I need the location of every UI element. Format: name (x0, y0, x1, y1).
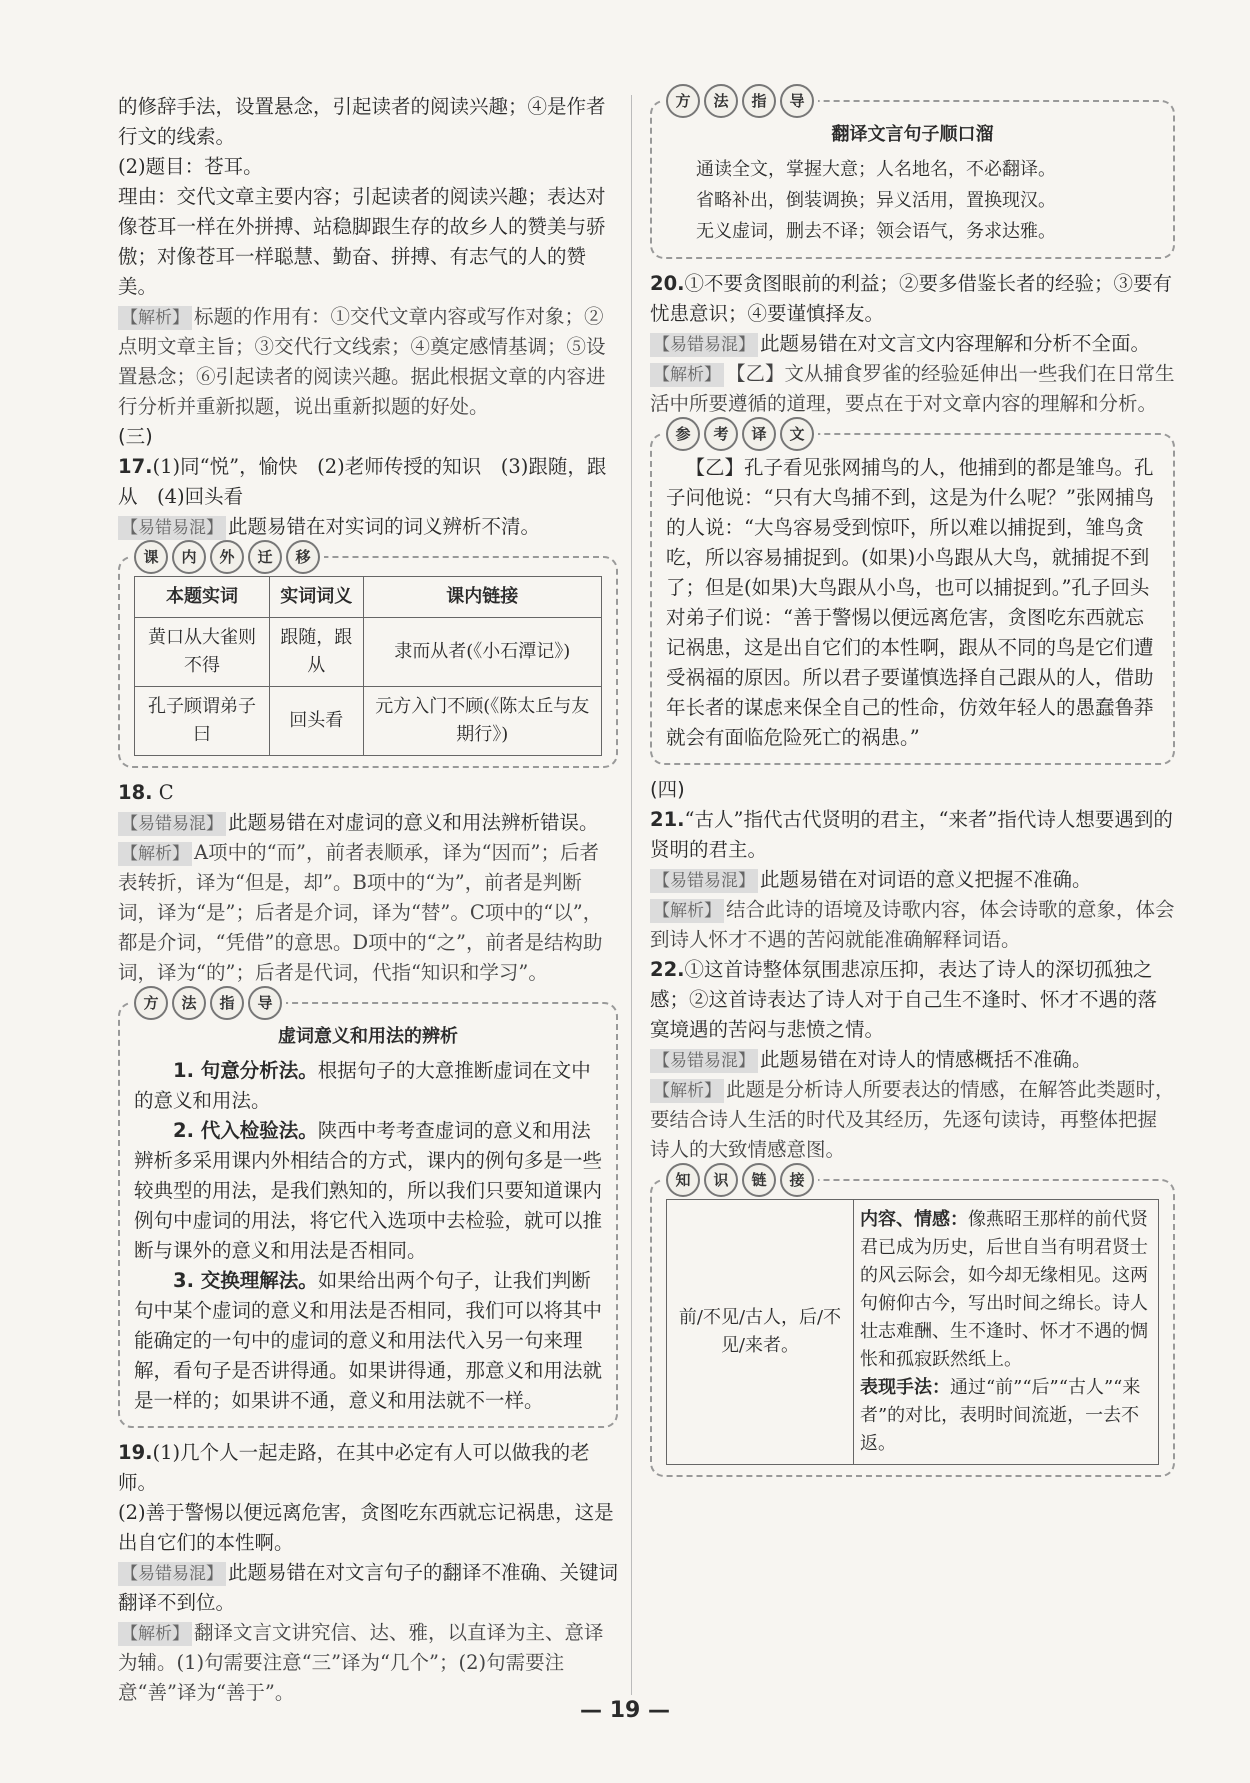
poem-lines: 前/不见/古人，后/不见/来者。 (667, 1200, 854, 1465)
box-method-2 (650, 92, 1175, 259)
q22-answer: 22.①这首诗整体氛围悲凉压抑，表达了诗人的深切孤独之感；②这首诗表达了诗人对于自己生不逢时、怀才不遇的落寞境遇的苦闷与悲愤之情。 (650, 958, 1158, 1041)
q18-answer: 18. C (118, 781, 174, 804)
method-1: 1. 句意分析法。根据句子的大意推断虚词在文中的意义和用法。 (134, 1059, 591, 1112)
box-method-1-label: 方 法 指 导 (130, 986, 286, 1020)
q20-answer: 20.①不要贪图眼前的利益；②要多借鉴长者的经验；③要有忧患意识；④要谨慎择友。 (650, 272, 1173, 325)
box-translation (650, 425, 1175, 765)
table-header: 课内链接 (363, 577, 602, 618)
right-column (650, 80, 1175, 1487)
knowledge-table (666, 1199, 1159, 1465)
column-divider (631, 95, 632, 1695)
q22-analysis: 【解析】 此题是分析诗人所要表达的情感，在解答此类题时，要结合诗人生活的时代及其经历，先逐句读诗，再整体把握诗人的大致情感意图。 (650, 1078, 1175, 1161)
table-row: 黄口从大雀则不得 跟随，跟从 隶而从者(《小石潭记》) (135, 618, 602, 687)
box-method-1-title: 虚词意义和用法的辨析 (278, 1026, 458, 1047)
q16-analysis: 【解析】 标题的作用有：①交代文章内容或写作对象；②点明文章主旨；③交代行文线索；④奠定感情基调；⑤设置悬念；⑥引起读者的阅读兴趣。据此根据文章的内容进行分析并重新拟题，说出重新拟题的好处。 (118, 305, 606, 418)
method-2: 2. 代入检验法。陕西中考考查虚词的意义和用法辨析多采用课内外相结合的方式，课内的例句多是一些较典型的用法，是我们熟知的，所以我们只要知道课内例句中虚词的用法，将它代入选项中去检验，就可以推断与课外的意义和用法是否相同。 (134, 1119, 603, 1262)
reference-translation: 【乙】孔子看见张网捕鸟的人，他捕到的都是雏鸟。孔子问他说：“只有大鸟捕不到，这是为什么呢？”张网捕鸟的人说：“大鸟容易受到惊吓，所以难以捕捉到，雏鸟贪吃，所以容易捕捉到。(如果)小鸟跟从大鸟，就捕捉不到了；但是(如果)大鸟跟从小鸟，也可以捕捉到。”孔子回头对弟子们说：“善于警惕以便远离危害，贪图吃东西就忘记祸患，这是出自它们的本性啊，跟从不同的鸟是它们遭受祸福的原因。所以君子要谨慎选择自己跟从的人，借助年长者的谋虑来保全自己的性命，仿效年轻人的愚蠢鲁莽就会有面临危险死亡的祸患。” (666, 456, 1154, 749)
q19-answer-2: (2)善于警惕以便远离危害，贪图吃东西就忘记祸患，这是出自它们的本性啊。 (118, 1501, 614, 1554)
q18-error: 【易错易混】 此题易错在对虚词的意义和用法辨析错误。 (118, 808, 618, 838)
q19-error: 【易错易混】 此题易错在对文言句子的翻译不准确、关键词翻译不到位。 (118, 1561, 619, 1614)
q21-analysis: 【解析】 结合此诗的语境及诗歌内容，体会诗歌的意象，体会到诗人怀才不遇的苦闷就能准确解释词语。 (650, 898, 1175, 951)
q19-analysis: 【解析】 翻译文言文讲究信、达、雅，以直译为主、意译为辅。(1)句需要注意“三”译为“几个”；(2)句需要注意“善”译为“善于”。 (118, 1621, 604, 1704)
poem-notes: 内容、情感：像燕昭王那样的前代贤君已成为历史，后世自当有明君贤士的风云际会，如今却无缘相见。这两句俯仰古今，写出时间之绵长。诗人壮志难酬、生不逢时、怀才不遇的惆怅和孤寂跃然纸上。 表现手法：通过“前”“后”“古人”“来者”的对比，表明时间流逝，一去不返。 (853, 1200, 1158, 1465)
box-knowledge (650, 1171, 1175, 1477)
table-header: 实词词义 (269, 577, 363, 618)
box-transfer-label: 课 内 外 迁 移 (130, 540, 324, 574)
method-3: 3. 交换理解法。如果给出两个句子，让我们判断句中某个虚词的意义和用法是否相同，我们可以将其中能确定的一句中的虚词的意义和用法代入另一句来理解，看句子是否讲得通。如果讲得通，那意义和用法就是一样的；如果讲不通，意义和用法就不一样。 (134, 1269, 603, 1412)
word-table (134, 576, 602, 756)
rhyme: 通读全文，掌握大意；人名地名，不必翻译。 省略补出，倒装调换；异义活用，置换现汉。 无义虚词，删去不译；领会语气，务求达雅。 (696, 159, 1056, 242)
table-row (667, 1200, 1159, 1465)
q20-error: 【易错易混】 此题易错在对文言文内容理解和分析不全面。 (650, 329, 1175, 359)
box-method-2-title: 翻译文言句子顺口溜 (831, 124, 994, 145)
q17-answer: 17.(1)同“悦”，愉快 (2)老师传授的知识 (3)跟随，跟从 (4)回头看 (118, 455, 607, 508)
table-row: 孔子顾谓弟子曰 回头看 元方入门不顾(《陈太丘与友期行》) (135, 687, 602, 756)
section-3-heading: (三) (118, 425, 153, 448)
section-4-heading: (四) (650, 778, 685, 801)
q16-reason: 理由：交代文章主要内容；引起读者的阅读兴趣；表达对像苍耳一样在外拼搏、站稳脚跟生存的故乡人的赞美与骄傲；对像苍耳一样聪慧、勤奋、拼搏、有志气的人的赞美。 (118, 185, 606, 298)
q16-cont: 的修辞手法，设置悬念，引起读者的阅读兴趣；④是作者行文的线索。 (118, 95, 606, 148)
q18-analysis: 【解析】 A项中的“而”，前者表顺承，译为“因而”；后者表转折，译为“但是，却”。B项中的“为”，前者是判断词，译为“是”；后者是介词，译为“替”。C项中的“以”，都是介词，“凭借”的意思。D项中的“之”，前者是结构助词，译为“的”；后者是代词，代指“知识和学习”。 (118, 841, 603, 984)
q21-error: 【易错易混】 此题易错在对词语的意义把握不准确。 (650, 865, 1175, 895)
box-method-2-label: 方 法 指 导 (662, 84, 818, 118)
box-knowledge-label: 知 识 链 接 (662, 1163, 818, 1197)
page-number: — 19 — (580, 1698, 670, 1723)
left-column (118, 92, 618, 1708)
q21-answer: 21.“古人”指代古代贤明的君主，“来者”指代诗人想要遇到的贤明的君主。 (650, 808, 1173, 861)
table-header: 本题实词 (135, 577, 270, 618)
q17-error: 【易错易混】 此题易错在对实词的词义辨析不清。 (118, 512, 618, 542)
box-method-1 (118, 994, 618, 1428)
q20-analysis: 【解析】 【乙】文从捕食罗雀的经验延伸出一些我们在日常生活中所要遵循的道理，要点在于对文章内容的理解和分析。 (650, 362, 1175, 415)
q19-answer-1: 19.(1)几个人一起走路，在其中必定有人可以做我的老师。 (118, 1441, 590, 1494)
box-transfer (118, 548, 618, 768)
q16-title: (2)题目：苍耳。 (118, 155, 263, 178)
box-translation-label: 参 考 译 文 (662, 417, 818, 451)
q22-error: 【易错易混】 此题易错在对诗人的情感概括不准确。 (650, 1045, 1175, 1075)
